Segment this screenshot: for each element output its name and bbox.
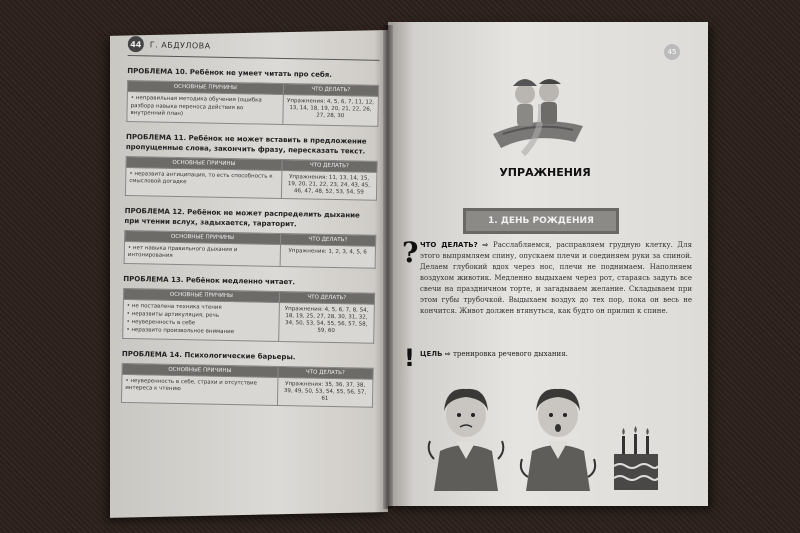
column-header-causes: ОСНОВНЫЕ ПРИЧИНЫ [125, 230, 281, 244]
what-to-do-label: ЧТО ДЕЛАТЬ? ⇨ [420, 241, 489, 249]
page-number: 44 [128, 36, 144, 52]
cause-item: • не поставлена техника чтения [126, 303, 222, 311]
causes-cell [127, 91, 283, 124]
answer-cell: Упражнения: 4, 5, 6, 7, 11, 12, 13, 14, 18, 19, 20, 21, 22, 26, 27, 28, 30 [282, 94, 378, 126]
cause-item: • нет навыка правильного дыхания и интонирования [127, 245, 238, 259]
answer-cell: Упражнения: 11, 13, 14, 15, 19, 20, 21, 22, 23, 24, 43, 45, 46, 47, 48, 52, 53, 54, 59 [281, 170, 377, 200]
problem-table [122, 288, 375, 344]
birthday-cake-icon [610, 424, 662, 494]
problem-block [125, 132, 378, 201]
causes-cell [125, 167, 281, 198]
column-header-causes: ОСНОВНЫЕ ПРИЧИНЫ [122, 363, 278, 377]
question-mark-icon: ? [402, 236, 419, 269]
child-inhale-illustration [426, 381, 506, 491]
column-header-causes: ОСНОВНЫЕ ПРИЧИНЫ [126, 156, 282, 170]
causes-cell [121, 374, 277, 405]
flying-carpet-illustration [483, 64, 593, 159]
problem-block [121, 349, 374, 408]
goal-label: ЦЕЛЬ ⇨ [420, 350, 451, 358]
exercise-instructions [420, 240, 692, 317]
problem-block [124, 206, 377, 269]
cause-item: • неразвиты артикуляция, речь [126, 311, 220, 319]
cause-item: • неразвито произвольное внимание [126, 327, 235, 336]
page-number: 45 [664, 44, 680, 60]
problem-title: ПРОБЛЕМА 14. Психологические барьеры. [121, 349, 296, 362]
column-header-what: ЧТО ДЕЛАТЬ? [279, 291, 375, 304]
problem-title: ПРОБЛЕМА 12. Ребёнок не может распределить дыхание при чтении вслух, задыхается, тараторит. [124, 206, 360, 229]
problem-block [126, 66, 379, 127]
answer-cell: Упражнения: 35, 36, 37, 38, 39, 49, 50, 53, 54, 55, 56, 57, 61 [277, 377, 373, 407]
problem-title: ПРОБЛЕМА 11. Ребёнок не может вставить в предложение пропущенные слова, закончить фразу, пересказать текст. [125, 132, 367, 156]
problem-table [126, 80, 379, 127]
problem-table [121, 363, 374, 408]
answer-cell: Упражнения: 1, 2, 3, 4, 5, 6 [280, 244, 376, 268]
exercise-goal [420, 350, 568, 358]
problem-block [122, 274, 375, 344]
book-gutter [383, 25, 393, 509]
column-header-what: ЧТО ДЕЛАТЬ? [282, 159, 378, 172]
cause-item: • неправильная методика обучения (ошибка [130, 95, 262, 104]
problem-title: ПРОБЛЕМА 13. Ребёнок медленно читает. [123, 274, 296, 287]
cause-item: • неразвита антиципация, то есть способность к смысловой догадке [129, 171, 273, 186]
child-exhale-illustration [518, 381, 598, 491]
problem-title: ПРОБЛЕМА 10. Ребёнок не умеет читать про себя. [127, 66, 332, 79]
column-header-what: ЧТО ДЕЛАТЬ? [280, 233, 376, 246]
column-header-causes: ОСНОВНЫЕ ПРИЧИНЫ [123, 288, 279, 302]
instructions-text: Расслабляемся, расправляем грудную клетку. Для этого выпрямляем спину, опускаем плечи и соединяем руки за спиной. Делаем глубокий вдох через нос, плечи не поднимаем. Наполняем воздухом животик. Медленно выдыхаем через рот, стараясь задуть все свечи на праздничном торте, и загадываем желание. Складываем при этом губы трубочкой. Выдыхаем воздух до тех пор, пока он весь не кончится. Живот должен втянуться, как будто он прилип к спине. [420, 241, 692, 315]
cause-item: • неуверенность в себе [126, 319, 196, 327]
author-name: Г. АБДУЛОВА [149, 39, 211, 51]
problem-table [124, 230, 377, 269]
causes-cell [123, 299, 279, 341]
column-header-what: ЧТО ДЕЛАТЬ? [283, 83, 379, 96]
problem-table [125, 156, 378, 201]
left-page-content [121, 36, 380, 408]
exclamation-icon: ! [404, 344, 415, 372]
right-page-header [664, 44, 680, 60]
column-header-what: ЧТО ДЕЛАТЬ? [278, 366, 374, 379]
causes-cell [124, 241, 280, 266]
exercise-title: 1. ДЕНЬ РОЖДЕНИЯ [463, 208, 619, 234]
cause-item: разбора навыка переноса действия во внутренний план) [130, 103, 244, 118]
answer-cell: Упражнения: 4, 5, 6, 7, 8, 54, 18, 19, 25, 27, 28, 30, 31, 32, 34, 50, 53, 54, 55, 56, 57, 58, 59, 60 [278, 302, 374, 343]
left-page-header [128, 36, 380, 61]
column-header-causes: ОСНОВНЫЕ ПРИЧИНЫ [127, 81, 283, 95]
section-title: УПРАЖНЕНИЯ [499, 166, 591, 179]
goal-text: тренировка речевого дыхания. [452, 350, 568, 358]
cause-item: • неуверенность в себе, страхи и отсутствие интереса к чтению [125, 378, 258, 393]
